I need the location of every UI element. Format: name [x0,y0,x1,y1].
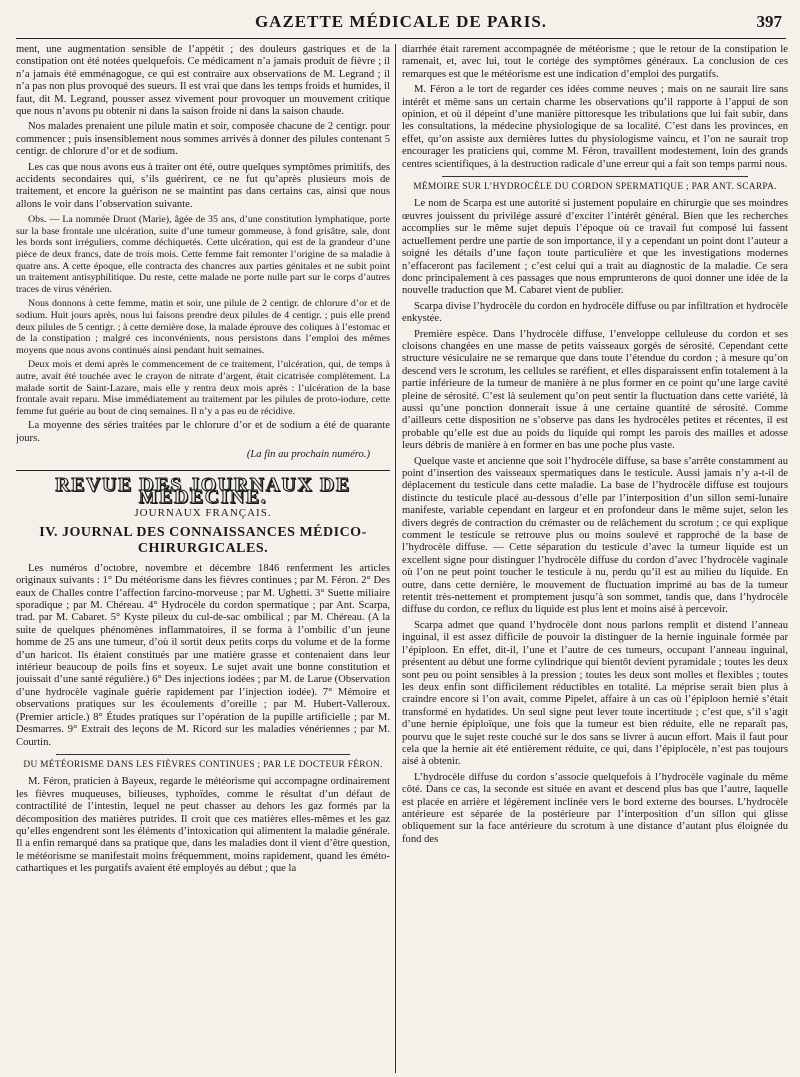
divider [56,754,350,755]
page-number: 397 [756,12,782,31]
right-column [402,44,788,1073]
running-head [16,10,786,39]
continuation-note: (La fin au prochain numéro.) [246,449,370,461]
paragraph: Première espèce. Dans l’hydrocèle diffuse, l’enveloppe celluleuse du cordon et ses cloisons changées en une masse de petits vaisseaux gorgés de sérosité. Cependant cette structure vésiculaire ne se remarque que dans toute l’étendue du cordon ; à mesure qu’on descend vers le scrotum, les cellules se raréfient, et elles disparaissent enfin totalement à la partie inférieure de la tumeur de manière à ne plus former en ce point qu’une large cavité pleine de sérosité. C’est là seulement qu’on peut sentir la fluctuation dans cette variété, là aussi qu’une ponction donnerait issue à une certaine quantité de sérosité. Comme d’ailleurs cette disposition ne s’observe pas dans les hydrocèles petites et récentes, il est probable qu’elle est due au poids du liquide qui rompt les parois des mailles et adosse leurs débris de manière à en former en bas une poche plus vaste. [402,328,788,452]
text-columns [16,44,786,1073]
paragraph: Scarpa admet que quand l’hydrocèle dont nous parlons remplit et distend l’anneau inguinal, il est assez difficile de pouvoir la distinguer de la hernie inguinale formée par l’épiploon. En effet, dit-il, l’une et l’autre de ces tumeurs, occupant l’anneau inguinal, présentent au début une forme cylindrique qui bientôt devient pyramidale ; toutes les deux sont peu ou point sensibles à la pression ; toutes les deux sont molles et flexibles ; toutes les deux enfin sont difficilement réductibles en totalité. La méprise serait bien plus à craindre encore si l’on avait, comme Pipelet, affaire à un cas où l’épiploon hernié s’était transformé en hydatides. Un seul signe peut lever toute incertitude ; c’est que, s’il s’agit d’une hernie épiploïque, une fois que la tumeur est bien réduite, elle ne reparaît pas, pourvu que le sujet reste couché sur le dos sans se livrer à aucun effort. Mais il faut pour cela que la hernie ait été entièrement réduite, ce qui, dans l’épiplocèle, n’est pas toujours aisé à obtenir. [402,619,788,768]
review-section [16,470,390,876]
column-rule [395,44,396,1073]
paragraph: Les cas que nous avons eus à traiter ont été, outre quelques symptômes primitifs, des accidents secondaires qui, s’ils guérirent, ce ne fut qu’après plusieurs mois de traitement, et encore la guérison ne se maintint pas dans certains cas, ainsi que nous allons le voir dans l’observation suivante. [16,161,390,210]
paragraph: diarrhée était rarement accompagnée de météorisme ; que le retour de la constipation le ramenait, et, avec lui, tout le cortége des symptômes généraux. La conclusion de ces remarques est que le météorisme est une indication d’emploi des purgatifs. [402,44,788,80]
journal-heading: IV. JOURNAL DES CONNAISSANCES MÉDICO-CHIRURGICALES. [39,524,367,556]
paragraph: Scarpa divise l’hydrocèle du cordon en hydrocèle diffuse ou par infiltration et hydrocèle enkystée. [402,300,788,325]
article-heading: DU MÉTÉORISME DANS LES FIÈVRES CONTINUES ; PAR LE DOCTEUR FÉRON. [23,759,383,770]
paragraph: L’hydrocèle diffuse du cordon s’associe quelquefois à l’hydrocèle vaginale du même côté. Dans ce cas, la seconde est située en avant et descend plus bas que l’autre, laquelle est placée en arrière et légèrement inclinée vers le bord externe des bourses. L’hydrocèle antérieure est séparée de la postérieure par l’interposition d’un sillon qui glisse obliquement sur la face antérieure du scrotum à une distance d’autant plus éloignée du fond des [402,771,788,845]
paragraph: Nos malades prenaient une pilule matin et soir, composée chacune de 2 centigr. pour commencer ; puis insensiblement nous sommes arrivés à donner des pilules contenant 5 centigr. de chlorure d’or et de sodium. [16,121,390,158]
paragraph: Nous donnons à cette femme, matin et soir, une pilule de 2 centigr. de chlorure d’or et de sodium. Huit jours après, nous lui faisons prendre deux pilules de 4 centigr. ; puis elle prend deux pilules de 5 centigr. ; à cette dernière dose, la malade éprouve des coliques à l’estomac et de la constipation ; malgré ces inconvénients, nous persistons dans l’emploi des mêmes moyens que nous avons continués ainsi pendant huit semaines. [16,298,390,356]
paragraph: M. Féron, praticien à Bayeux, regarde le météorisme qui accompagne ordinairement les fièvres muqueuses, bilieuses, typhoïdes, comme le résultat d’un défaut de contractilité de l’intestin, lequel ne peut chasser au dehors les gaz formés par la décomposition des matières putrides. Il croit que ces matières elles-mêmes et les gaz qu’elles engendrent sont les éléments d’intoxication qui alimentent la maladie générale. Il a enfin remarqué dans sa pratique que, dans les maladies dont il vient d’être question, le météorisme se manifestait moins fréquemment, moins rapidement, quand les éméto-cathartiques et les purgatifs avaient été employés au début ; que la [16,776,390,875]
paragraph: Les numéros d’octobre, novembre et décembre 1846 renferment les articles originaux suivants : 1° Du météorisme dans les fièvres continues ; par M. Féron. 2° Des eaux de Challes contre l’affection farcino-morveuse ; par M. Ughetti. 3° Suette miliaire sporadique ; par M. Chéreau. 4° Hydrocèle du cordon spermatique ; par Ant. Scarpa, trad. par M. Cabaret. 5° Kyste pileux du cul-de-sac ombilical ; par M. Chéreau. (A la suite de quelques phénomènes inflammatoires, il se forma à l’ombilic d’un jeune homme de 25 ans une tumeur, d’où il sortit deux petits corps du volume et de la forme d’un haricot. Ils étaient constitués par une matière grasse et contenaient dans leur intérieur beaucoup de poils fins et soyeux. Le sujet avait une bonne constitution et jouissait d’une santé régulière.) 6° Des injections iodées ; par M. de Larue (Observation d’une hydrocèle vaginale guérie rapidement par l’injection iodée). 7° Mémoire et observations pratiques sur les écoulements d’oreille ; par M. Hubert-Valleroux. (Premier article.) 8° Études pratiques sur l’opération de la pupille artificielle ; par M. Desmarres. 9° Extrait des leçons de M. Ricord sur les maladies vénériennes ; par M. Courtin. [16,562,390,748]
running-title: GAZETTE MÉDICALE DE PARIS. [254,12,548,31]
paragraph: M. Féron a le tort de regarder ces idées comme neuves ; mais on ne saurait lire sans intérêt et même sans un certain charme les observations qu’il rapporte à l’appui de son opinion, et où il dépeint d’une manière pittoresque les tribulations que lui fait subir, dans les consultations, la médecine physiologique de sa localité. C’est dans les provinces, en effet, qu’on assiste aux dernières luttes du physiologisme vaincu, et l’on ne saurait trop encourager les praticiens qui, comme M. Féron, travaillent modestement, loin des grands centres scientifiques, à la destruction radicale d’une erreur qui a fait son temps parmi nous. [402,84,788,170]
paragraph: Deux mois et demi après le commencement de ce traitement, l’ulcération, qui, de temps à autre, avait été touchée avec le crayon de nitrate d’argent, était cicatrisée complètement. La malade sortit de Saint-Lazare, mais elle y rentra deux mois après : l’ulcération de la base frontale avait reparu. Mise immédiatement au traitement par les pilules de proto-iodure, cette femme fut guérie au bout de cinq semaines. Il n’y a pas eu de récidive. [16,359,390,417]
divider [442,176,748,177]
paragraph: Quelque vaste et ancienne que soit l’hydrocèle diffuse, sa base s’arrête constamment au point d’insertion des vaisseaux spermatiques dans le testicule. Aussi jamais n’y a-t-il de déplacement du testicule dans cette maladie. La base de l’hydrocèle diffuse est toujours distincte du testicule placé au-dessous d’elle par l’interposition d’un sillon semi-lunaire manifeste, variable cependant en largeur et en profondeur dans le même sujet, selon les divers degrés de contraction du crémaster ou de relâchement du scrotum ; ce qui explique comment le testicule se retrouve plus ou moins soulevé et rapproché de la base de l’hydrocèle diffuse. — Cette séparation du testicule d’avec la tumeur liquide est un excellent signe pour distinguer l’hydrocèle diffuse du cordon d’avec l’hydrocèle vaginale où l’on ne peut point toucher le testicule à nu, perdu qu’il est au milieu du liquide. En outre, dans cette dernière, le mouvement de fluctuation imprimé au bas de la tumeur retentit très-nettement et promptement jusqu’à son sommet, tandis que, dans l’hydrocèle diffuse du cordon, ce reflux du liquide est plus lent et moins aisé à percevoir. [402,455,788,616]
section-title: REVUE DES JOURNAUX DE MÉDECINE. [55,473,351,508]
observation [16,214,390,417]
paragraph: Obs. — La nommée Druot (Marie), âgée de 35 ans, d’une constitution lymphatique, porte sur la base frontale une ulcération, suite d’une tumeur gommeuse, à fond grisâtre, sale, dont les bords sont irréguliers, comme déchiquetés. Cette ulcération, qui est de la grandeur d’une pièce de deux francs, date de trois mois. Cette femme fait remonter l’origine de sa maladie à quatre ans. A cette époque, elle contracta des chancres aux parties génitales et ne subit point un traitement antisyphilitique. Du reste, cette malade ne porte nulle part sur le corps d’autres traces de virus vénérien. [16,214,390,295]
left-column [16,44,390,1073]
paragraph: ment, une augmentation sensible de l’appétit ; des douleurs gastriques et de la constipation ont été notées quelquefois. Ce médicament n’a jamais produit de fièvre ; il n’a jamais été emménagogue, ce qui est contraire aux observations de M. Legrand ; il n’a pas non plus provoqué des sueurs. Il est vrai que dans les temps froids et humides, il faut, dit M. Legrand, pousser assez vivement pour provoquer un mouvement critique que nous n’avons pu obtenir ni dans la saison froide ni dans la saison chaude. [16,44,390,118]
paragraph: Le nom de Scarpa est une autorité si justement populaire en chirurgie que ses moindres œuvres jouissent du privilége assuré d’exciter l’intérêt général. Bien que les recherches accomplies sur le même sujet depuis l’époque où ce travail fut composé lui fassent actuellement perdre une partie de son importance, il y a cependant un point dont l’auteur a soigné les détails d’une façon toute particulière et que les investigations modernes n’effaceront pas facilement ; c’est celui qui a trait au diagnostic de la maladie. Ce sera donc principalement à ces passages que nous emprunterons de quoi donner une idée de la nouvelle traduction que M. Cabaret vient de publier. [402,198,788,297]
section-subtitle: JOURNAUX FRANÇAIS. [134,507,272,520]
paragraph: La moyenne des séries traitées par le chlorure d’or et de sodium a été de quarante jours. [16,420,390,444]
article-heading: MÉMOIRE SUR L’HYDROCÈLE DU CORDON SPERMATIQUE ; PAR ANT. SCARPA. [413,182,777,193]
